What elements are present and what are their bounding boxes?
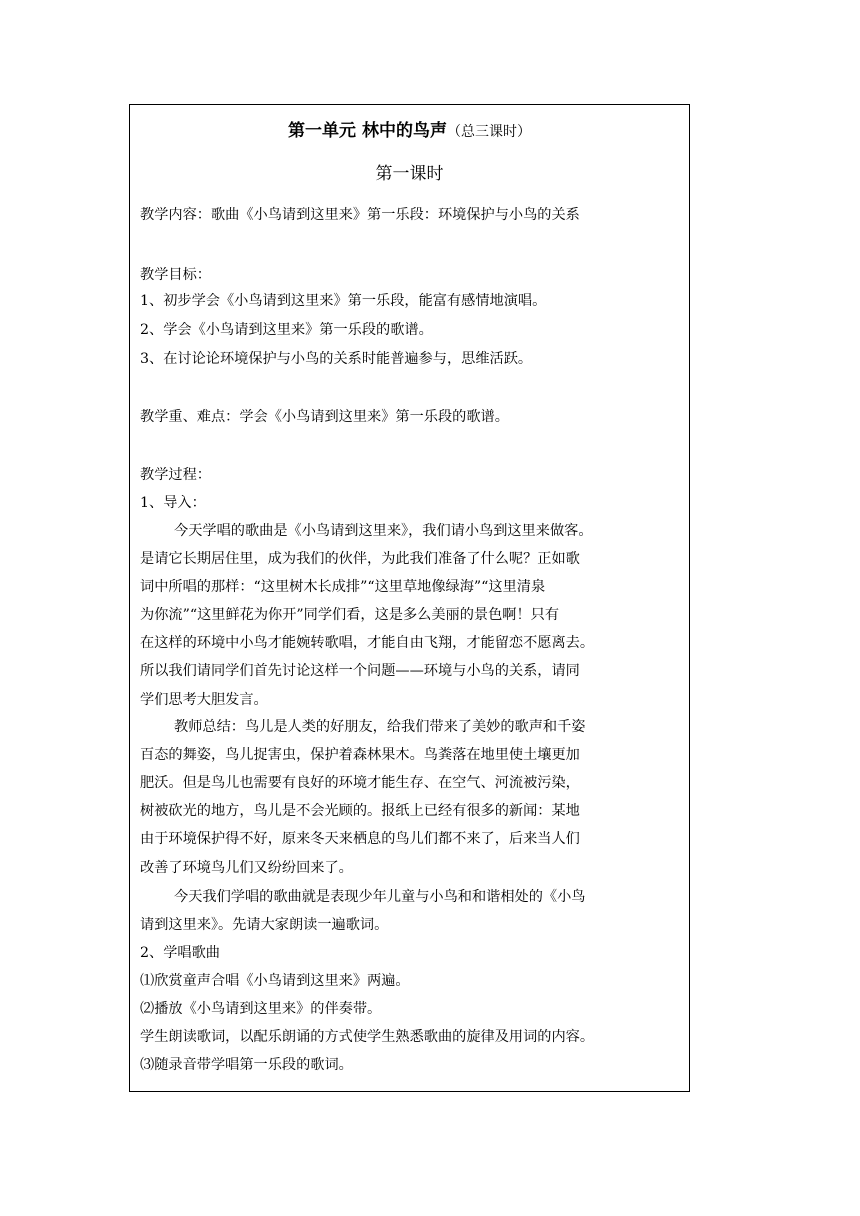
lesson-title: 第一课时 xyxy=(375,164,444,184)
intro-paragraph-line: 是请它长期居住里，成为我们的伙伴，为此我们准备了什么呢？正如歌 xyxy=(140,551,580,567)
summary-paragraph-line: 百态的舞姿，鸟儿捉害虫，保护着森林果木。鸟粪落在地里使土壤更加 xyxy=(140,747,580,763)
intro-paragraph-line: 词中所唱的那样：“这里树木长成排”“这里草地像绿海”“这里清泉 xyxy=(140,579,546,595)
intro-paragraph-line: 在这样的环境中小鸟才能婉转歌唱，才能自由飞翔，才能留恋不愿离去。 xyxy=(140,635,595,651)
summary-paragraph-line: 由于环境保护得不好，原来冬天来栖息的鸟儿们都不来了，后来当人们 xyxy=(140,831,580,847)
unit-title-note: （总三课时） xyxy=(446,124,531,140)
step-item-1: ⑴欣赏童声合唱《小鸟请到这里来》两遍。 xyxy=(140,973,410,989)
document-frame xyxy=(129,104,690,1092)
objectives-heading: 教学目标： xyxy=(140,267,211,283)
objective-item-3: 3、在讨论论环境保护与小鸟的关系时能普遍参与，思维活跃。 xyxy=(140,351,533,367)
summary-paragraph-line: 教师总结：鸟儿是人类的好朋友，给我们带来了美妙的歌声和千姿 xyxy=(174,719,586,735)
summary-paragraph-line: 肥沃。但是鸟儿也需要有良好的环境才能生存、在空气、河流被污染， xyxy=(140,775,580,791)
process-step-1-heading: 1、导入： xyxy=(140,495,206,511)
summary-paragraph-line: 改善了环境鸟儿们又纷纷回来了。 xyxy=(140,860,353,876)
song-intro-paragraph-line: 请到这里来》。先请大家朗读一遍歌词。 xyxy=(140,917,389,933)
step-note-line: 学生朗读歌词，以配乐朗诵的方式使学生熟悉歌曲的旋律及用词的内容。 xyxy=(140,1029,595,1045)
intro-paragraph-line: 为你流”“这里鲜花为你开”同学们看，这是多么美丽的景色啊！只有 xyxy=(140,607,560,623)
teaching-content-line: 教学内容：歌曲《小鸟请到这里来》第一乐段：环境保护与小鸟的关系 xyxy=(140,207,580,223)
objective-item-1: 1、初步学会《小鸟请到这里来》第一乐段，能富有感情地演唱。 xyxy=(140,293,547,309)
step-item-2: ⑵播放《小鸟请到这里来》的伴奏带。 xyxy=(140,1001,382,1017)
intro-paragraph-line: 所以我们请同学们首先讨论这样一个问题——环境与小鸟的关系，请同 xyxy=(140,663,580,679)
unit-title-main: 第一单元 林中的鸟声 xyxy=(288,121,447,141)
step-item-3: ⑶随录音带学唱第一乐段的歌词。 xyxy=(140,1057,353,1073)
key-points-line: 教学重、难点：学会《小鸟请到这里来》第一乐段的歌谱。 xyxy=(140,409,509,425)
process-heading: 教学过程： xyxy=(140,467,211,483)
intro-paragraph-line: 今天学唱的歌曲是《小鸟请到这里来》，我们请小鸟到这里来做客。 xyxy=(174,523,593,539)
unit-title xyxy=(130,119,689,144)
summary-paragraph-line: 树被砍光的地方，鸟儿是不会光顾的。报纸上已经有很多的新闻：某地 xyxy=(140,803,580,819)
process-step-2-heading: 2、学唱歌曲 xyxy=(140,945,220,961)
objective-item-2: 2、学会《小鸟请到这里来》第一乐段的歌谱。 xyxy=(140,322,433,338)
song-intro-paragraph-line: 今天我们学唱的歌曲就是表现少年儿童与小鸟和和谐相处的《小鸟 xyxy=(174,889,586,905)
intro-paragraph-line: 学们思考大胆发言。 xyxy=(140,692,268,708)
